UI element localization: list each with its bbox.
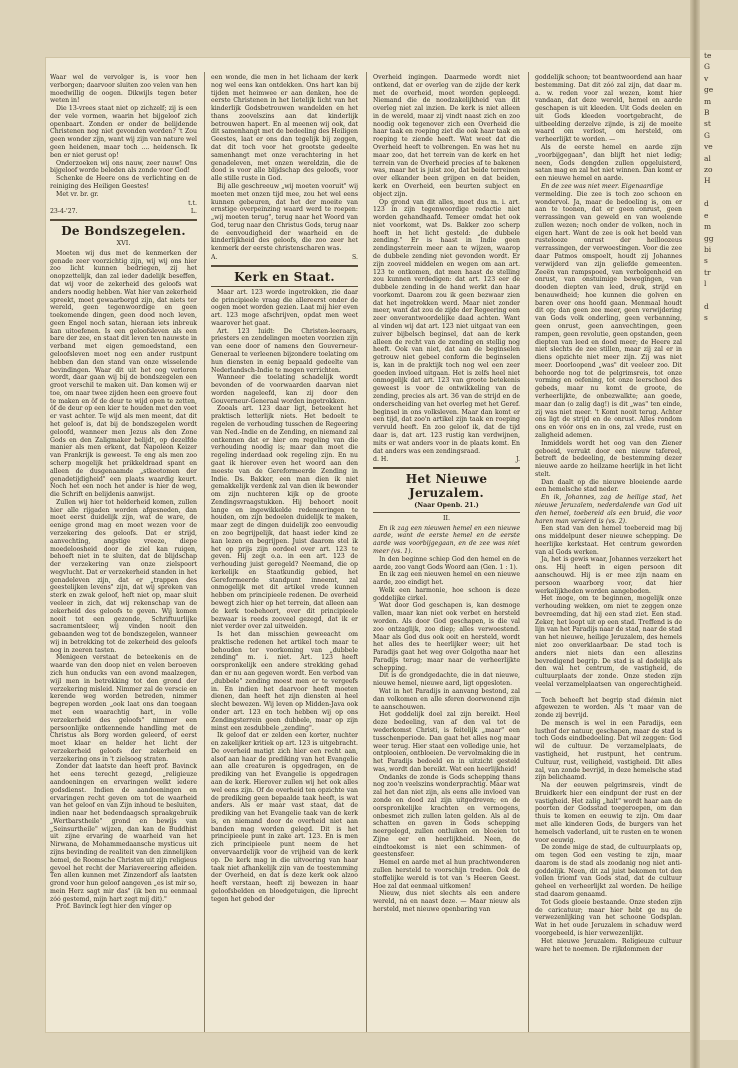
paragraph: Dan daalt op die nieuwe bloeiende aarde een hemelsche stad neder. [535, 478, 682, 494]
page-fragment-line: ge [704, 85, 714, 95]
page-fragment-line: gg [704, 233, 714, 243]
paragraph: Na der eeuwen pelgrimsreis, vindt de Bruidkerk hier een eindpunt der rust en der vastigheid. Het zalig „halt" wordt haar aan de poorten der Godsstad toegeroepen, om dan thuis te komen en eeuwig te zijn. Om daar met alle kinderen Gods, de burgers van het hemelsch vaderland, uit te rusten en te wonen voor eeuwig. [535, 782, 682, 844]
double-rule [211, 265, 358, 267]
page-fragment-line: G [704, 62, 710, 72]
double-rule [373, 467, 520, 469]
paragraph: Wanneer die toelating schadelijk wordt bevonden of de voorwaarden daarvan niet worden nageleefd, kan zij door den Gouverneur-Generaal worden ingetrokken. [211, 374, 358, 405]
adjacent-page-edge [700, 50, 738, 1040]
paragraph: Zonder dat laatste dan heeft prof. Bavinck het eens terecht gezegd, „religieuze aandoeningen en ervaringen welkt iedere godsdienst. Indien de aandoeningen en ervaringen recht geven om tot de waarheid van het geloof en van Zijn inhoud te besluiten, indien naar het bedendaagsch spraakgebruik „Wertbarstheile" grond en bewijs van „Seinsurtheile" wijzen, dan kan de Buddhist uit zijne ervaring de waarheid van het Nirwana, de Mohammedaansche mysticus uit zijns bevinding de realiteit van den zinnelijken hemel, de Roomsche Christen uit zijn religieus gevoel het recht der Mariavereering afleiden. Ten allen kunnen met Zinzendorf als laatsten grond voor hun geloof aangeven „es ist mir so, mein Herz sagt mir das" (ik ben nu eenmaal zóó gestemd, mijn hart zegt mij dit)." [50, 763, 197, 903]
paragraph: Zullen wij hier tot helderheid komen, zullen hier alle rijgaden worden afgesneden, dan moet eerst duidelijk zijn, wat de ware, de eenige grond mag en moet wezen voor de verzekering des geloofs. Dat er strijd, aanvechting, angstige vreeze, diepe moedeloosheid door de ziel kan ruigen, behoeft niet in te sluiten, dat de blijdschap der verzekering van onze zielspoort wegvlucht. Dat er verzekerheid standen in het genadeleven zijn, dat er „trappen des geestelijken levens" zijn, dat wij spreken van sterk en zwak geloof, heft niet op, maar sluit veeleer in zich, dat wij rekenschap van de zekerheid des geloofs te geven. Wij komen nooit tot een gezonde, Schriftuurlijke sacramentsleer, wij vinden nooit den gebaanden weg tot de bondszegelen, wanneer wij in betrekking tot de zekerheid des geloofs nog in zeeren tasten. [50, 498, 197, 654]
column-3 [373, 74, 520, 1032]
page-fragment-line: tr [704, 267, 711, 277]
paragraph: Nieuw, dus niet slechts als een andere wereld, ná en naast deze. — Maar nieuw als hersteld, met nieuwe openbaring van [373, 890, 520, 913]
page-fragment-line: s [704, 313, 708, 323]
paragraph: Ondanks de zonde is Gods schepping thans nog zoo'n veelszins wonderprachtig. Maar wat zal het dan niet zijn, als eens alle invloed van zonde en dood zal zijn uitgedreven; en de oorspronkelijke krachten en vermogens, onbesmet zich zullen laten gelden. Als al de schatten en gaven in Gods schepping neergelegd, zullen ontluiken en bloeien tot Zijne eer en heerlijkheid. Neen, de eindtoekomst is niet een schimmen- of geestensfeer. [373, 773, 520, 859]
article-heading: Het Nieuwe Jeruzalem. [405, 472, 488, 501]
signature-left: A. [211, 253, 218, 261]
paragraph: Is het dan misschien geweeacht om praktische redenen het artikel toch maar te behouden ter voorkoming van „dubbele zending" m. i. niet. Art. 123 heeft oorspronkelijk een andere strekking gehad dan er nu aan gegeven wordt. Een verbod van „dubbele" zending moest men er te vergeefs in. En indien het daarvoor heeft moeten dienen, dan heeft het zijn diensten al heel slecht bewezen. Wij leven op Midden-Java ook onder art. 123 en toch hebben wij op ons Zendingsterrein geen dubbele, maar op zijn minst een zesdubbele „zending". [211, 631, 358, 732]
section-number: II. [442, 513, 451, 522]
page-fragment-line: G [704, 130, 710, 140]
paragraph: Wat door God geschapen is, kan desmoge vallen, maar kan niet ook verbet en hersteld worden. Als door God geschapen, is die val zoo ontzaglijk, zoo diep; alles verwoestend. Maar als God dus ook ooit en hersteld, wordt het alles des te heerlijker weer; uit het Paradijs gaat het weg over Golgotha naar het Paradijs terug; maar naar de verheerlijkte schepping. [373, 602, 520, 672]
paragraph: Die 13-vrees staat niet op zichzelf; zij is een der vele vormen, waarin het bijgeloof zich openbaart. Zonden er onder de belijdende Christenen nog niet gevonden worden? 't Zou geen wonder zijn, want wij zijn van nature wel geen heidenen, maar toch .... heidensch. Ik ben er niet gerust op! [50, 105, 197, 159]
paragraph: Menigeen verstaat de beteekenis en de waarde van den doop niet en velen beroeven zich hun onducks van een avond maalzegen, wijl men in betrekking tot den grond der verzekering misleid. Nimmer zal de verscie en kerende weg worden betreden, nimmer begrepen worden „ook laat ons dan toegaan met een waarachtig hart, in volle verzekerheid des geloofs" nimmer een persoonlijke ontkennende handling met de Christus als Borg worden geleerd, of eerst moet klaar en helder het licht der verzekerheid geloofs der zekerheid en verzekering ons in 't zielsoog straten. [50, 654, 197, 763]
column-divider [528, 72, 529, 1032]
paragraph: En ik, Johannes, zag de heilige stad, het nieuwe Jeruzalem, nederdalende van God uit den hemel, toebereid als een bruid, die voor haren man versierd is (vs. 2). [535, 494, 682, 525]
paragraph: En de zee was niet meer. Eigenaardige [541, 182, 664, 190]
page-fragment-line: zo [704, 165, 713, 175]
paragraph: vermelding. Die zee is toch zoo schoon en wondervol. Ja, maar de bedoeling is, om er aan te toonen, dat er geen onrust, geen verrassingen van geweld en van woelende zullen wezen; noch onder de volken, noch in eigen hart. Want de zee is ook het beeld van rustelooze onrust der heilloozeus verrassingen, der verwoestingen. Voor die zee daar Patmos omspoelt, houdt zij Johannes verwijderd van zijn geliefde gemeenten. Zeeën van rampspoed, van verbolgenheid en onrust, van onstuimige bewegingen, van dooden diepten van leed, druk, strijd en benauwdheid; hoe kunnen die golven en baren over ons hoofd gaan. Menmaal houdt dit op; dan geen zee meer, geen verwijdering van Gods volk onderling, geen verbanning, geen onrust, geen aanvechtingen, geen rampen, geen revolutie, geen opstanden, geen diepten van leed en dood meer; de Heere zal niet slechts de zee stillen, maar zij zal er in diens opzichte niet meer zijn. Zij was niet meer. Doorloopend „was" dit veeleer zoo. Dit behoorde nog tot de pelgrimsreis, tot onze vorming en oefening, tot onze leerschool des gebeds, maar nu komt de groote, de verheerlijkte, de onbezwalkte; aan goede, maar dan (o zalig dag!) is dit „was" ten einde, zij was niet meer. 't Komt nooit terug. Achter ons ligt de strijd en de onrust. Alles rondom ons en vóór ons en in ons, zal vrede, rust en zaligheid ademen. [535, 190, 682, 439]
signature-right: S. [352, 253, 358, 261]
signature-left: d. H. [373, 456, 389, 464]
paragraph: Maar art. 123 worde ingetrokken, zie daar de principieele vraag die allereerst onder de oogen moet worden gezien. Laat mij hier even art. 123 moge afschrijven, opdat men weet waarover het gaat. [211, 288, 358, 327]
page-fragment-line: ve [704, 142, 713, 152]
page-fragment-line [700, 290, 738, 301]
signature-line [211, 254, 358, 262]
page-fragment-line: s [704, 256, 708, 266]
paragraph: Met vr. br. gr. [56, 190, 99, 198]
page-fragment-line: e [704, 210, 709, 220]
column-4 [535, 74, 682, 1032]
page-fragment-line [700, 187, 738, 198]
paragraph: Het nieuwe Jeruzalem. Religieuze cultuur ware het te noemen. De rijkdommen der [535, 937, 682, 953]
paragraph: goddelijk schoon; tot beantwoordend aan haar bestemming. Dat dit zóó zal zijn, dat daar m. a. w. reden voor zal wezen, komt hier vandaan, dat deze wereld, hemel en aarde geschapen is uit kleeden. Uit Gods deelen en uit Gods kleeden voortgebracht, de uitbeelding derzelve zijnde, is zij de moeite waard om verlost, om hersteld, om verheerlijkt te worden. — [535, 74, 682, 144]
paragraph: een wonde, die men in het lichaam der kerk nog wel eens kan ontdekken. Ons hart kan bij tijden met heimwee er aan denken, hoe de eerste Christenen in het lietelijk licht van het kinderlijk Godsbetrouwen wandelden en het thans zoovelszins aan dat kinderlijk betrouwen hapert. En al meenen wij ook, dat dit samenhangt met de bedeeling des Heiligen Geestes, laat er ons dan tegelijk bij zeggen, dat dit toch voor het grootste gedeelte samenhangt met onze verachtering in het genadeleven, met onzen wereldzin, die de dood is voor alle blijdschap des geloofs, voor alle stille ruste in God. [211, 74, 358, 183]
paragraph: Bij alle geschreeuw „wij moeten vooruit" wij moeten met onzen tijd mee, zou het wel eens kunnen gebeuren, dat het der moeite van ernstige overpeinzing waard werd te roepen: „wij moeten terug", terug naar het Woord van God, terug naar den Christus Gods, terug naar de eenvoudigheid der waarheid en de kinderlijkheid des geloofs, die zoo zeer het kenmerk der eerste christenscharen was. [211, 182, 358, 253]
signature-right: t.t. [188, 199, 197, 207]
signature-right: L. [190, 208, 197, 216]
paragraph: Prof. Bavinck legt hier den vinger op [56, 903, 172, 911]
paragraph: De zonde mige de stad, de cultuurplaats op, om tegen God een vesting te zijn, maar daarom is de stad als zoodanig nog niet anti-goddelijk. Neen, dit zal juist bekomen tot den vollen triomf van Gods stad, dat de cultuur geheel en verheerlijkt zal worden. De heilige stad daarom genaamd. [535, 844, 682, 899]
thin-rule [373, 512, 520, 513]
paragraph: Toch beheeft het begrip stad diémin niet afgewezen te worden. Als 't maar van de zonde zij bevrijd. [535, 696, 682, 720]
paragraph: En ik zag een nieuwen hemel en een nieuwe aarde, zoo eindigt het. [373, 571, 520, 587]
page-fragment-line: H [704, 176, 711, 186]
paragraph: Een stad van den hemel toebereid mag bij ons middelpunt deser nieuwe schepping. De heerlijke kerkstaat. Het centrum geworden van al Gods werken. [535, 525, 682, 556]
paragraph: Zooals art. 123 daar ligt, beteekent het praktisch letterlijk niets. Het bedoelt te regelen de verhouding tusschen de Regeering van Ned.-Indie en de Zending, en niemand zal ontkennen dat er hier om regeling van die verhouding noodig is; maar dan moet die regeling inderdaad ook regeling zijn. En nu gaat ik hierover even het woord aan den meeste van de Gereformeerde Zending in Indie. Ds. Bakker, een man dien ik niet gemakkelijk verdenk zal van dien ik bewonder om zijn nuchteren kijk op de groote Zendingsvraagstukken. Hij behoort nooit lange en ingewikkelde redeneeringen te houden, om zijn bedoelen duidelijk te maken, maar zegt de dingen duidelijk zoo eenvoudig en zoo begrijpelijk, dat haast ieder kind ze kan lezen en begrijpen. Juist daarom stel ik het op prijs zijn oordeel over art. 123 te geven. Hij zegt o.a. in een art. 123 de verhouding juist geregeld? Neemand, die op kerkelijk en Staatkundig gebied, het Gereformeerde standpunt inneemt, zal onmogelijk met dit artikel vrede kunnen hebben om principieele redenen. De overheid bewegt zich hier op het terrein, dat alleen aan de kerk toebehoort, over dit principieele bezwaar is reeds zooveel gezegd, dat ik er niet verder over zal uitweiden. [211, 405, 358, 631]
signature-line [50, 208, 197, 216]
column-divider [366, 72, 367, 1032]
paragraph: Overheid ingingen. Daarmede wordt niet ontkend, dat er overleg van de zijde der kerk met de overheid, moet worden gepleegd. Niemand die de noodzakelijkheid van dit overleg niet zal inzien. De kerk is niet alleen in de wereld, maar zij vindt naast zich en zoo noodig ook tegenover zich een Overheid die haar taak en roeping ziet die ook haar taak en roeping te ziende heeft. Wat weet dat die Overheid heeft te volbrengen. En was het nu maar zoo, dat het terrein van de kerk en het terrein van de Overheid precies af te bakenen was, maar het is juist zoo, dat beide terreinen over elkander been grijpen en dat beiden, kerk en Overheid, een beurten subject en object zijn. [373, 74, 520, 198]
page-fragment-line: l [704, 279, 707, 289]
article-heading: De Bondszegelen. [61, 224, 186, 239]
paragraph: Ik geloof dat er zelden een korter, nuchter en zakelijker kritiek op art. 123 is uitgebracht. De overheid matigt zich hier een recht aan, alsof aan haar de prediking van het Evangelie aan alle creaturen is opgedragen, en de prediking van het Evangelie is opgedragen aan de kerk. Hierover zullen wij het ook alles wel eens zijn. Of de overheid ten opzichte van de prediking geen bepaalde taak heeft, is wat anders. Als er maar vast staat, dat de prediking van het Evangelie taak van de kerk is, en niemand door de overheid niet aan banden mag worden gelegd. Dit is het principieele punt in zake art. 123. En is men zich principieele punt neem de het onvervaardelijk voor de vrijheid van de kerk op. De kerk mag in die uitvoering van haar taak niet afhankelijk zijn van de toestemming der Overheid, en dat is deze kerk ook alzoo heeft verstaan, heeft zij bewezen in haar geloofsbelden en bloedgetuigen, die liprecht tegen het gebod der [211, 732, 358, 903]
double-rule [50, 219, 197, 221]
paragraph: En ik zag een nieuwen hemel en een nieuwe aarde, want de eerste hemel en de eerste aarde was voorbijgegaan, en de zee was niet meer (vs. 1). [373, 524, 520, 555]
article-subheading: (Naar Openb. 21.) [414, 501, 479, 510]
page-fragment-line: m [704, 96, 712, 106]
page-fragment-line: d [704, 199, 709, 209]
paragraph: In den beginne schiep God den hemel en de aarde, zoo vangt Gods Woord aan (Gen. 1 : 1). [373, 555, 520, 571]
column-divider [204, 72, 205, 1032]
binding-spine [690, 0, 700, 1068]
paragraph: Moeten wij dus met de kenmerken der genade zeer voorzichtig zijn, wij wij ons hier zoo licht kunnen bedriegen, zij het onopzettelijk, dan zal ieder dadelijk beseffen, dat wij voor de zekerheid des geloofs wat anders noodig hebben. Wat hier van zekerheid spreekt, moet gewaarborgd zijn, dat niets ter wereld, geen tegenwoordige en geen toekomende dingen, geen dood noch leven, geen Engel noch satan, hieraan iets inbreuk kan uitoefenen. Is een geloofsleven als een bare der zee, en staat dit leven ten nauwste in verband met eigen gemoedstand, een geloofsleven moet nog een ander rustpunt hebben dan den stand van onze wisselende bevindingen. Waar dit uit het oog verloren wordt, daar gaan wij bij de bondszegelen een groot verschil te maken uit. Dan komen wij er toe, om naar twee zijden heen een groeve fout te maken en ôf de deur te wijd open te zetten, ôf de deur op een kier te houden met den voet er vast achter. Te wijd als men meent, dat dit het geloof is, dat bij de bondszegelen wordt geloofd, wanneer men Jezus als den Zone Gods en den Zaligmaker belijdt, op dezelfde manier als men erkent, dat Napoleon Keizer van Frankrijk is geweest. Te eng als men zoo scherp mogelijk het prikkeldraad spant en alleen de dusgenaamde „stkeetomen der genadetijdigheid" een plaats waardig keurt. Noch het een noch het ander is hier de weg, die Schrift en belijdenis aanwijst. [50, 249, 197, 499]
page-fragment-line: v [704, 73, 709, 83]
paragraph: Op grond van dit alles, moet dus m. i. art. 123 in zijn tegenwoordige redactie niet worden gehandhaafd. Temeer omdat het ook niet voorkomt, wat Ds. Bakker zoo scherp hoeft in het licht gesteld: „de dubbele zending." Er is haast in Indie geen zendingsterrein meer aan te wijzen, waarop de dubbele zending niet gevonden wordt. Er zijn zooveel middelen en wegen om aan art. 123 te ontkomen, dat men haast de stelling zou kunnen verdedigen: dat art. 123 eer de dubbele zending in de hand werkt dan haar voorkomt. Daarom zou ik geen bezwaar zien dat het ingetrokken werd. Maar niet zonder meer, want dat zou de zijde der Regeering een zeer onverantwoordelijke daad achten. Want al vinden wij dat art. 123 niet uitgaat van een zuiver bijbelsch beginsel, dat aan de kerk alleen de recht van de zending en stellig nog heeft. Ook van niet, dat aan de beginselen getrouw niet gebeel conform die beginselen is, kan in de praktijk toch nog wel een zeer goeden invloed uitgaan. Het is zelfs heel niet onmogelijk dat art. 123 van groote betekenis geweest is voor de ontwikkeling van de zending, precies als art. 36 van de strijd en de onderscheiding van het overleg met het Geref. beginsel in ons volksleven. Maar dan komt er een tijd, dat zoo'n artikel zijn taak en roeping vervuld heeft. En zoo geloof ik, dat de tijd daar is, dat art. 123 rustig kan verdwijnen, mits er wat anders voor in de plaats komt. En dat anders was een zendingsraad. [373, 198, 520, 455]
paragraph: Als de eerste hemel en aarde zijn „voorbijgegaan", dan blijft het niet ledig; neen, Gods dengden zullen opgeluisterd, satan mag en zal het niet winnen. Dan komt er een nieuwe hemel en aarde. [535, 144, 682, 183]
page-fragment-line: bi [704, 244, 712, 254]
paragraph: Het goddelijk doel zal zijn bereikt. Heel deze bedeeling, van af den val tot de wederkomst Christi, is feitelijk „maar" een tusschenperiode. Dan gaat het alles nog maar weer terug. Hier staat een volledige unie, het ontplooien, ontbloeien. De vervolmaking die in het Paradijs bedoeld en in uitzicht gesteld was, wordt dan bereikt. Wat een heerlijkheid! [373, 711, 520, 773]
paragraph: Het moge, om te beginnen, mogelijk onze verhouding wekken, om niet te zeggen onze bevreemding, dat hij een stad ziet. Een stad. Zeker, het loopt uit op een stad. Treffend is de lijn van het Paradijs naar de stad, naar de stad van het nieuwe, heilige Jeruzalem, des hemels niet zoo onverklaarbaar. De stad toch is anders niet niets dan een alleszins bevredigend begrip. De stad is al dadelijk als den wal het centrum, de vastigheid, de cultuurplaats der zonde. Onze steden zijn veelal verzamelplaatsen van ongerechtigheid. — [535, 595, 682, 696]
paragraph: Onderzoeken wij ons nauw, zeer nauw! Ons bijgeloof worde beleden als zonde voor God! [50, 159, 197, 175]
signature-right: J. [516, 456, 520, 464]
column-1 [50, 74, 197, 1032]
page-fragment-line: m [704, 222, 712, 232]
thin-rule [211, 286, 358, 287]
paragraph: Inmiddels wordt het oog van den Ziener geboeid, verrukt door een nieuw tafereel, betreft de bedeeling, de bestemming dezer nieuwe aarde zo heilzame heerlijk in het licht stelt. [535, 439, 682, 478]
signature-line [373, 456, 520, 464]
page-fragment-line: st [704, 119, 711, 129]
paragraph: Ja, het is gewis waar, Johannes verzekert het ons. Hij heeft in eigen persoon dit aanschouwd. Hij is er mee zijn naam en persoon waarborg voor, dat hier werkelijkheden worden aangeboden. [535, 556, 682, 595]
signature-left: 23-4-'27. [50, 208, 78, 216]
page-fragment-line: d [704, 301, 709, 311]
column-2 [211, 74, 358, 1032]
paragraph: Tot Gods gloeie bestaande. Onze steden zijn de caricatuur; maar hier hebt ge nu de verwezenlijking van het schoone Godsplan. Wat in het oude Jeruzalem in schaduw werd voorgebeeld, is hier verwezenlijkt. [535, 898, 682, 937]
page-fragment-line: B [704, 108, 710, 118]
paragraph: Waar wel de vervolger is, is voor hen verborgen; daarvoor sluiten zoo velen van hen moedwillig de oogen. Dikwijls tegen beter weten in! [50, 74, 197, 105]
page-fragment-line: te [704, 51, 712, 60]
page-fragment-line: al [704, 153, 711, 163]
signature-line [50, 200, 197, 208]
paragraph: Hemel en aarde met al hun prachtwonderen zullen hersteld te voorschijn treden. Ook de stoffelijke wereld is tot van 's Heeren Geest. Hoe zal dat eenmaal uitkomen! [373, 859, 520, 890]
paragraph: Schenke de Heere ons de verlichting en de reiniging des Heiligen Geestes! [50, 175, 197, 190]
paragraph: Art. 123 luidt: De Christen-leeraars, priesters en zendelingen moeten voorzien zijn van eene door of namens den Gouverneur-Generaal te verleenen bijzondere toelating om hun diensten in eenig bepaald gedeelte van Nederlandsch-Indie te mogen verrichten. [211, 327, 358, 374]
paragraph: Welk een harmonie, hoe schoon is deze goddelijke cirkel. [373, 586, 520, 602]
article-heading: Kerk en Staat. [234, 269, 335, 284]
paragraph: Wat in het Paradijs in aanvang bestond, zal dan volkomen en alle sferen doorwonend zijn te aanschouwen. [373, 688, 520, 711]
paragraph: De mensch is wel in een Paradijs, een lusthof der natuur, geschapen, maar de stad is toch Gods eindbedoeling. Dat wil zeggen: God wil de cultuur. De verzamelplaats, de vastigheid, het rustpunt, het centrum. Cultuur, rust, veiligheid, vastigheid. Dit alles zal, van zonde bevrijd, in deze hemelsche stad zijn belichaamd. [535, 719, 682, 782]
paragraph: Dit is de grondgedachte, die in dat nieuwe, nieuwe hemel, nieuwe aard, ligt opgesloten. [373, 672, 520, 688]
section-number: XVI. [116, 239, 131, 248]
